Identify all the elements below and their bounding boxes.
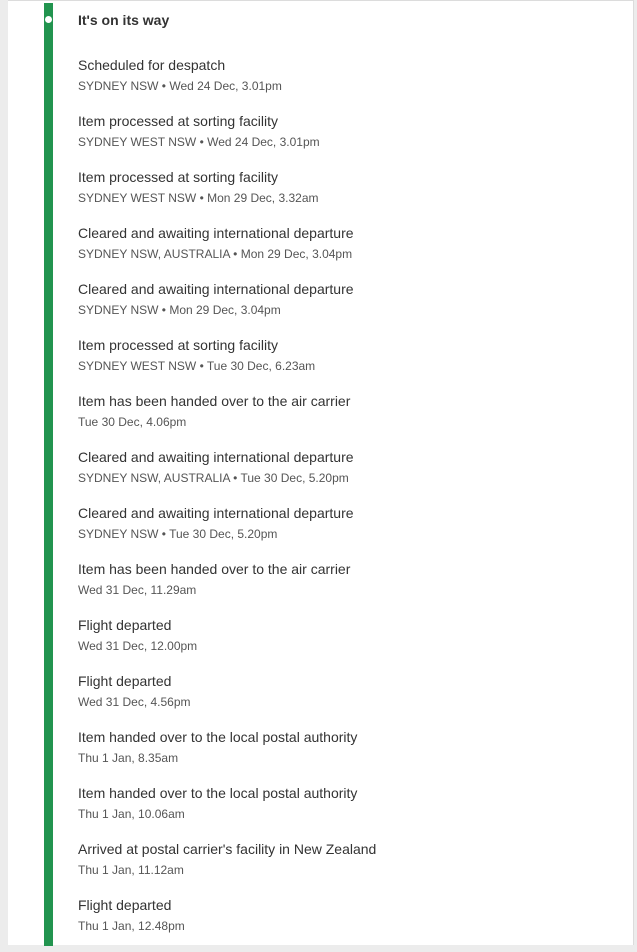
event-location-time: SYDNEY NSW, AUSTRALIA • Tue 30 Dec, 5.20pm xyxy=(78,471,349,485)
event-title: Item handed over to the local postal authority xyxy=(78,785,358,801)
tracking-event xyxy=(78,280,618,336)
tracking-event xyxy=(78,112,618,168)
event-title: Scheduled for despatch xyxy=(78,57,226,73)
event-title: Arrived at postal carrier's facility in New Zealand xyxy=(78,841,377,857)
tracking-event xyxy=(78,672,618,728)
event-location-time: SYDNEY WEST NSW • Wed 24 Dec, 3.01pm xyxy=(78,135,320,149)
event-location-time: SYDNEY NSW • Tue 30 Dec, 5.20pm xyxy=(78,527,278,541)
event-location-time: Wed 31 Dec, 11.29am xyxy=(78,583,197,597)
tracking-event xyxy=(78,728,618,784)
tracking-event xyxy=(78,896,618,952)
tracking-event xyxy=(78,504,618,560)
event-title: Item has been handed over to the air carrier xyxy=(78,561,351,577)
event-title: Flight departed xyxy=(78,673,172,689)
tracking-event xyxy=(78,56,618,112)
event-title: Item processed at sorting facility xyxy=(78,337,278,353)
event-title: Cleared and awaiting international departure xyxy=(78,449,354,465)
event-title: Item has been handed over to the air carrier xyxy=(78,393,351,409)
event-location-time: SYDNEY WEST NSW • Tue 30 Dec, 6.23am xyxy=(78,359,316,373)
event-location-time: SYDNEY NSW • Wed 24 Dec, 3.01pm xyxy=(78,79,282,93)
event-location-time: Thu 1 Jan, 11.12am xyxy=(78,863,184,877)
event-location-time: Wed 31 Dec, 4.56pm xyxy=(78,695,191,709)
event-location-time: SYDNEY NSW, AUSTRALIA • Mon 29 Dec, 3.04pm xyxy=(78,247,353,261)
event-location-time: Thu 1 Jan, 12.48pm xyxy=(78,919,185,933)
tracking-event xyxy=(78,336,618,392)
event-title: Flight departed xyxy=(78,897,172,913)
event-location-time: Thu 1 Jan, 10.06am xyxy=(78,807,185,821)
event-title: Item handed over to the local postal authority xyxy=(78,729,358,745)
event-title: Cleared and awaiting international departure xyxy=(78,505,354,521)
event-title: Item processed at sorting facility xyxy=(78,169,278,185)
tracking-event xyxy=(78,840,618,896)
event-title: Flight departed xyxy=(78,617,172,633)
tracking-event xyxy=(78,392,618,448)
tracking-event xyxy=(78,616,618,672)
tracking-event xyxy=(78,168,618,224)
tracking-event xyxy=(78,560,618,616)
progress-dot-icon xyxy=(45,16,52,23)
tracking-card xyxy=(8,0,634,945)
event-title: Item processed at sorting facility xyxy=(78,113,278,129)
event-title: Cleared and awaiting international departure xyxy=(78,225,354,241)
tracking-event xyxy=(78,448,618,504)
tracking-events-list xyxy=(78,56,618,952)
section-title: It's on its way xyxy=(78,12,170,28)
tracking-event xyxy=(78,784,618,840)
event-title: Cleared and awaiting international departure xyxy=(78,281,354,297)
event-location-time: Wed 31 Dec, 12.00pm xyxy=(78,639,198,653)
event-location-time: SYDNEY WEST NSW • Mon 29 Dec, 3.32am xyxy=(78,191,319,205)
event-location-time: SYDNEY NSW • Mon 29 Dec, 3.04pm xyxy=(78,303,281,317)
progress-bar xyxy=(44,3,53,946)
tracking-event xyxy=(78,224,618,280)
event-location-time: Thu 1 Jan, 8.35am xyxy=(78,751,179,765)
event-location-time: Tue 30 Dec, 4.06pm xyxy=(78,415,187,429)
